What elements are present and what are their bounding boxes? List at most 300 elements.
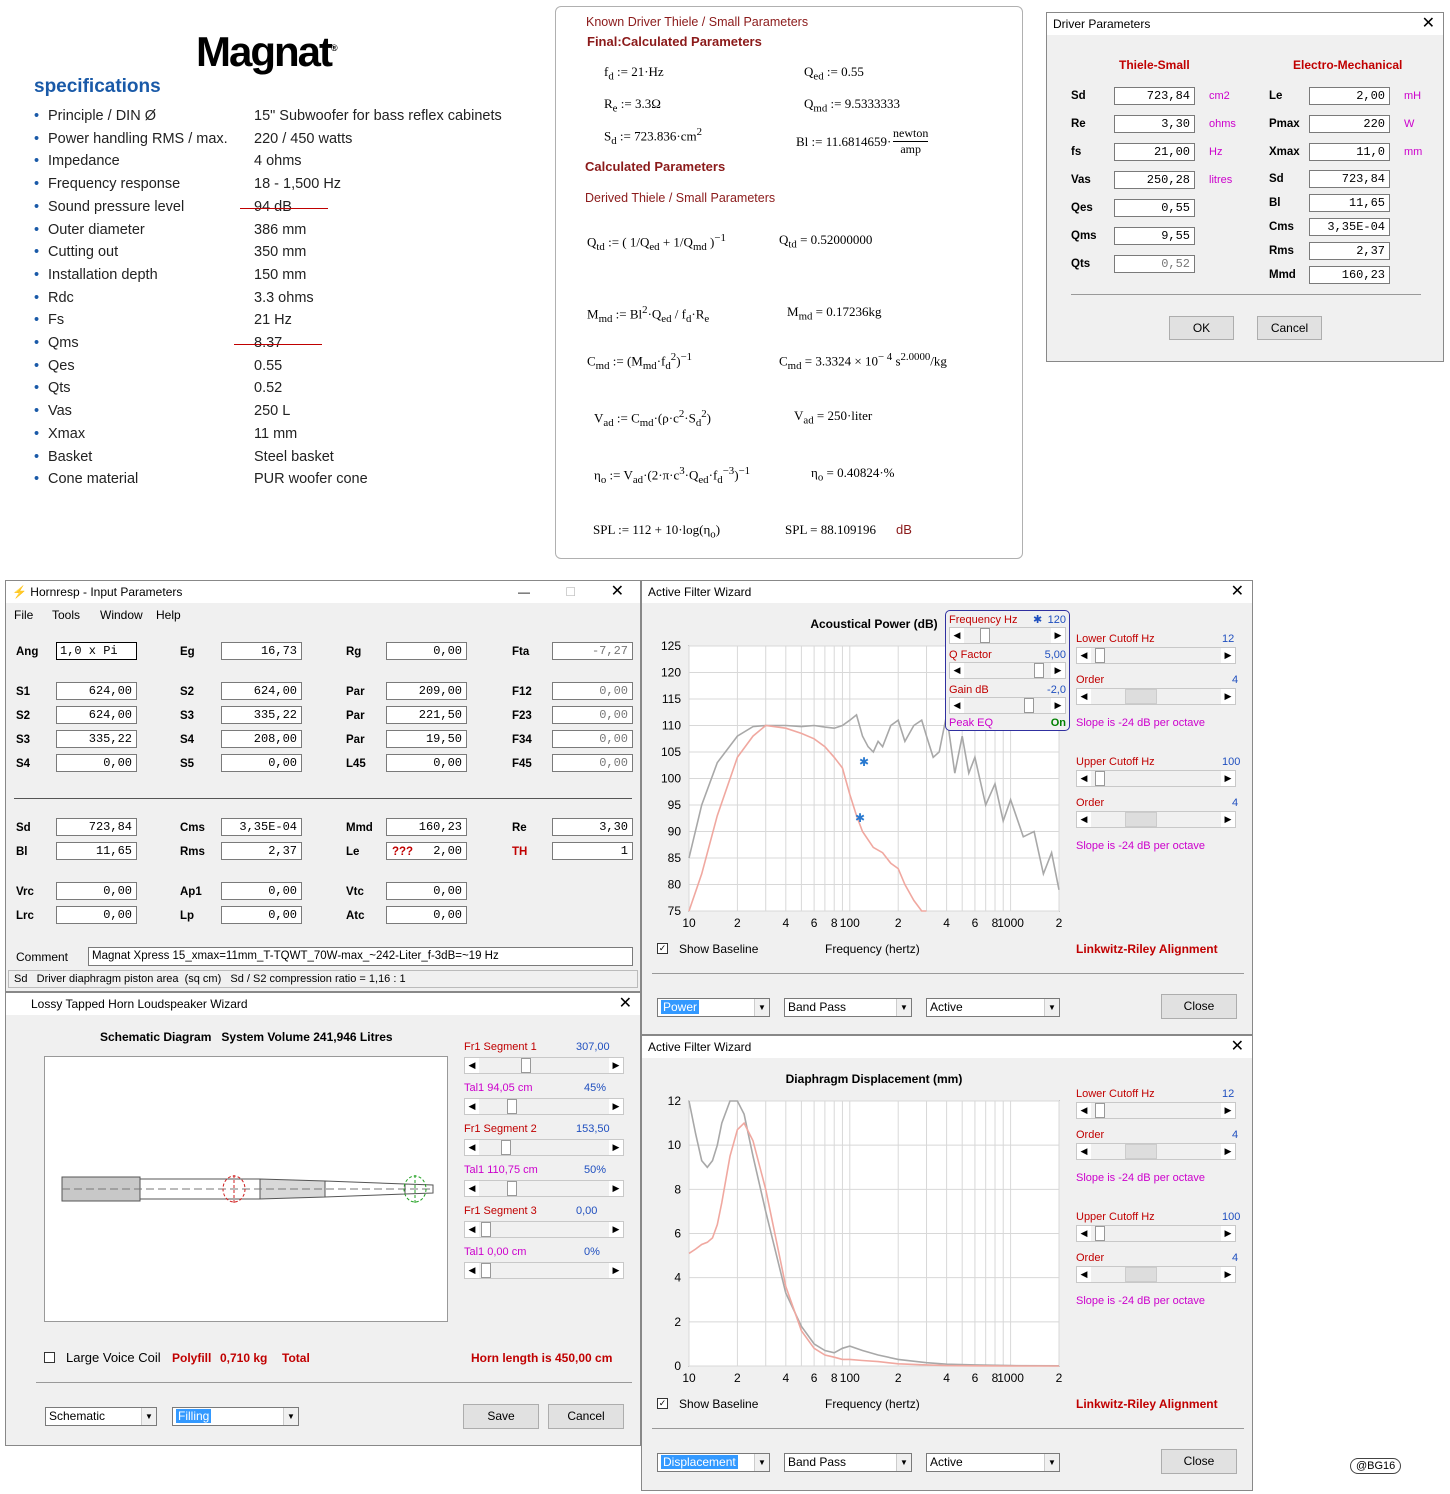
spec-row — [34, 471, 368, 488]
schematic-heading: Schematic Diagram System Volume 241,946 Litres — [100, 1030, 393, 1044]
arrow-left-icon[interactable]: ◀ — [1077, 771, 1091, 786]
param-field[interactable]: 723,84 — [1114, 87, 1195, 105]
arrow-right-icon[interactable]: ▶ — [1221, 1144, 1235, 1159]
slider-thumb[interactable] — [481, 1222, 491, 1237]
slider-thumb[interactable] — [1095, 1226, 1105, 1241]
cutoff-label: Upper Cutoff Hz — [1076, 1211, 1155, 1223]
x-tick-label: 4 — [782, 1371, 790, 1385]
input-label: Re — [512, 822, 527, 834]
param-label: Re — [1071, 118, 1086, 130]
x-tick-label: 6 — [971, 1371, 979, 1385]
eq-star-icon: ✱ — [1033, 614, 1043, 626]
input-field[interactable]: 723,84 — [56, 818, 137, 836]
menu-bar — [6, 605, 640, 625]
response-select[interactable]: Displacement ▼ — [657, 1453, 770, 1472]
input-field[interactable]: 624,00 — [221, 682, 302, 700]
bullet-icon: • — [34, 335, 40, 351]
spec-value: 350 mm — [254, 244, 307, 261]
displacement-chart — [642, 1061, 1072, 1401]
arrow-right-icon[interactable]: ▶ — [1221, 1267, 1235, 1282]
input-field[interactable]: -7,27 — [552, 642, 633, 660]
math-cmd-formula: $C_{md}$ := $(M_{md}\cdot f_d^2)^{-1}$ — [587, 351, 693, 372]
spec-value: 250 L — [254, 403, 291, 420]
bullet-icon: • — [34, 108, 40, 124]
slider-thumb[interactable] — [1095, 771, 1105, 786]
cutoff-label: Order — [1076, 1252, 1105, 1264]
slider-value: 0,00 — [576, 1205, 598, 1217]
cutoff-label: Order — [1076, 674, 1105, 686]
input-label: S1 — [16, 686, 31, 698]
slider-label: Tal1 0,00 cm — [464, 1246, 527, 1258]
arrow-left-icon[interactable]: ◀ — [465, 1099, 479, 1114]
active-filter-titlebar: Active Filter Wizard ✕ — [642, 581, 1252, 603]
slider-thumb[interactable] — [1125, 1267, 1157, 1282]
chart-title: Acoustical Power (dB) — [810, 617, 938, 631]
signature-badge: @BG16 — [1350, 1458, 1401, 1474]
spec-key: Power handling RMS / max. — [48, 130, 228, 147]
schematic-diagram — [44, 1056, 448, 1322]
arrow-right-icon[interactable]: ▶ — [1221, 648, 1235, 663]
spec-key: Qts — [48, 380, 71, 397]
math-vad: $V_{ad}$ = 250·liter — [794, 408, 873, 427]
arrow-left-icon[interactable]: ◀ — [1077, 1267, 1091, 1282]
param-label: Bl — [1269, 197, 1281, 209]
arrow-right-icon[interactable]: ▶ — [609, 1263, 623, 1278]
spec-row — [34, 312, 292, 329]
spec-row — [34, 221, 307, 238]
slider-thumb[interactable] — [507, 1181, 517, 1196]
cutoff-slider[interactable] — [1076, 770, 1236, 787]
parameter-slider[interactable] — [464, 1057, 624, 1074]
close-icon[interactable]: ✕ — [1230, 583, 1244, 600]
math-fd: $f_d$ := 21·Hz — [604, 64, 664, 83]
thiele-small-heading: Thiele-Small — [1119, 58, 1190, 72]
peak-eq-panel: Frequency Hz ✱ 120 ◀ ▶ Q Factor 5,00 ◀ ▶ Gain dB -2,0 ◀ ▶ Peak EQ On — [945, 610, 1070, 731]
filling-select[interactable]: Filling ▼ — [172, 1407, 299, 1426]
parameter-slider[interactable] — [464, 1180, 624, 1197]
x-tick-label: 2 — [1055, 1371, 1063, 1385]
spec-value: 3.3 ohms — [254, 289, 314, 306]
driver-parameters-titlebar: Driver Parameters ✕ — [1047, 13, 1443, 35]
show-baseline-label: Show Baseline — [679, 1397, 759, 1411]
filter-type-select[interactable]: Band Pass ▼ — [784, 1453, 912, 1472]
input-field[interactable]: 1 — [552, 842, 633, 860]
eq-marker-icon: ✱ — [859, 755, 870, 769]
spec-value: 94 dB — [254, 198, 292, 215]
param-field[interactable]: 11,0 — [1309, 143, 1390, 161]
param-label: Qms — [1071, 230, 1097, 242]
slider-thumb[interactable] — [521, 1058, 531, 1073]
param-field[interactable]: 9,55 — [1114, 227, 1195, 245]
maximize-icon[interactable]: ☐ — [565, 585, 576, 599]
cutoff-value: 4 — [1232, 674, 1239, 686]
large-voice-coil-checkbox[interactable] — [44, 1352, 55, 1363]
close-icon[interactable]: ✕ — [1421, 15, 1435, 32]
filter-mode-select[interactable]: Active ▼ — [926, 998, 1060, 1017]
slider-thumb[interactable] — [1095, 648, 1105, 663]
spec-row — [34, 153, 302, 170]
param-field[interactable]: 0,52 — [1114, 255, 1195, 273]
arrow-left-icon[interactable]: ◀ — [465, 1058, 479, 1073]
slider-thumb[interactable] — [1095, 1103, 1105, 1118]
y-tick-label: 4 — [674, 1270, 681, 1285]
bullet-icon: • — [34, 289, 40, 306]
eq-frequency-value: 120 — [1047, 614, 1066, 626]
arrow-right-icon[interactable]: ▶ — [1221, 771, 1235, 786]
spec-value: 0.55 — [254, 357, 283, 374]
large-voice-coil-label: Large Voice Coil — [66, 1350, 161, 1365]
x-tick-label: 8 — [830, 916, 838, 930]
arrow-left-icon[interactable]: ◀ — [1077, 1226, 1091, 1241]
x-tick-label: 6 — [810, 1371, 818, 1385]
spec-key: Frequency response — [48, 176, 181, 193]
spec-row — [34, 198, 292, 215]
menu-item-help[interactable]: Help — [156, 608, 181, 622]
show-baseline-checkbox[interactable]: ✓ — [658, 943, 667, 953]
input-label: Le — [346, 846, 360, 858]
input-label: F45 — [512, 758, 532, 770]
slider-thumb[interactable] — [1125, 689, 1157, 704]
close-button[interactable]: Close — [1161, 994, 1237, 1019]
spec-row — [34, 266, 307, 283]
arrow-left-icon[interactable]: ◀ — [1077, 648, 1091, 663]
param-field[interactable]: 21,00 — [1114, 143, 1195, 161]
show-baseline-checkbox[interactable]: ✓ — [658, 1398, 667, 1408]
filter-mode-select[interactable]: Active ▼ — [926, 1453, 1060, 1472]
y-tick-label: 110 — [661, 718, 681, 733]
param-unit: W — [1404, 118, 1415, 130]
y-tick-label: 8 — [674, 1182, 681, 1197]
cutoff-value: 100 — [1222, 1211, 1241, 1223]
arrow-left-icon[interactable]: ◀ — [465, 1140, 479, 1155]
close-icon[interactable]: ✕ — [618, 995, 632, 1012]
parameter-slider[interactable] — [464, 1139, 624, 1156]
x-tick-label: 6 — [971, 916, 979, 930]
spec-key: Installation depth — [48, 266, 158, 283]
param-field[interactable]: 723,84 — [1309, 170, 1390, 188]
peak-eq-label: Peak EQ — [949, 717, 994, 729]
horn-length: Horn length is 450,00 cm — [471, 1351, 613, 1365]
cutoff-slider[interactable] — [1076, 1266, 1236, 1283]
hornresp-input-window — [5, 580, 641, 992]
math-qmd: $Q_{md}$ := 9.5333333 — [804, 96, 900, 115]
comment-input[interactable]: Magnat Xpress 15_xmax=11mm_T-TQWT_70W-max_~242-Liter_f-3dB=~19 Hz — [88, 947, 633, 966]
slider-thumb[interactable] — [507, 1099, 517, 1114]
divider — [652, 973, 1244, 974]
param-label: Cms — [1269, 221, 1294, 233]
input-label: Fta — [512, 646, 530, 658]
slider-thumb[interactable] — [1125, 1144, 1157, 1159]
close-icon[interactable]: ✕ — [610, 583, 624, 600]
arrow-right-icon[interactable]: ▶ — [609, 1099, 623, 1114]
show-baseline-label: Show Baseline — [679, 942, 759, 956]
input-field[interactable]: 0,00 — [552, 754, 633, 772]
param-field[interactable]: 11,65 — [1309, 194, 1390, 212]
spec-row — [34, 108, 502, 124]
spec-value: Steel basket — [254, 448, 334, 465]
input-field[interactable]: 0,00 — [221, 906, 302, 924]
x-tick-label: 8 — [991, 1371, 999, 1385]
param-field[interactable]: 2,37 — [1309, 242, 1390, 260]
input-field[interactable]: 0,00 — [386, 882, 467, 900]
bullet-icon: • — [34, 448, 40, 465]
arrow-right-icon[interactable]: ▶ — [609, 1181, 623, 1196]
param-label: Qes — [1071, 202, 1093, 214]
param-label: Rms — [1269, 245, 1294, 257]
alignment-label: Linkwitz-Riley Alignment — [1076, 1397, 1218, 1411]
slope-label: Slope is -24 dB per octave — [1076, 1295, 1206, 1307]
spec-row — [34, 289, 314, 306]
math-heading-final: Final:Calculated Parameters — [587, 34, 762, 49]
electro-mechanical-heading: Electro-Mechanical — [1293, 58, 1403, 72]
filter-type-select[interactable]: Band Pass ▼ — [784, 998, 912, 1017]
spec-row — [34, 425, 298, 442]
arrow-left-icon[interactable]: ◀ — [1077, 812, 1091, 827]
input-label: Atc — [346, 910, 365, 922]
input-label: S2 — [16, 710, 31, 722]
spec-value: 18 - 1,500 Hz — [254, 176, 342, 193]
param-unit: ohms — [1209, 118, 1236, 130]
slope-label: Slope is -24 dB per octave — [1076, 1172, 1206, 1184]
cutoff-slider[interactable] — [1076, 688, 1236, 705]
slider-thumb[interactable] — [1125, 812, 1157, 827]
y-tick-label: 2 — [674, 1314, 681, 1329]
param-unit: cm2 — [1209, 90, 1230, 102]
menu-item-file[interactable]: File — [14, 608, 34, 622]
math-cmd: $C_{md} = 3.3324 \times 10^{- 4}$ $s^{2.0000}/kg$ — [779, 351, 947, 372]
input-label: Vrc — [16, 886, 34, 898]
cutoff-value: 4 — [1232, 1252, 1239, 1264]
math-heading-derived: Derived Thiele / Small Parameters — [585, 191, 776, 205]
cancel-button[interactable]: Cancel — [1257, 316, 1322, 340]
y-tick-label: 90 — [667, 824, 681, 839]
spec-value: 11 mm — [254, 425, 298, 442]
cutoff-slider[interactable] — [1076, 1102, 1236, 1119]
input-field[interactable]: 3,30 — [552, 818, 633, 836]
input-label: Lp — [180, 910, 195, 922]
x-axis-label: Frequency (hertz) — [825, 942, 920, 956]
polyfill-total: Total — [282, 1351, 310, 1365]
input-field[interactable]: 0,00 — [56, 882, 137, 900]
response-select[interactable]: Power ▼ — [657, 998, 770, 1017]
menu-item-tools[interactable]: Tools — [52, 608, 81, 622]
spec-row — [34, 244, 307, 261]
spec-row — [34, 448, 334, 465]
divider — [36, 1382, 632, 1383]
input-field[interactable]: 0,00 — [552, 730, 633, 748]
input-field[interactable]: 2,00 — [386, 842, 467, 860]
cutoff-slider[interactable] — [1076, 1143, 1236, 1160]
cutoff-value: 12 — [1222, 633, 1235, 645]
param-field[interactable]: 160,23 — [1309, 266, 1390, 284]
input-field[interactable]: 3,35E-04 — [221, 818, 302, 836]
spec-value: 220 / 450 watts — [254, 130, 353, 147]
input-field[interactable]: 208,00 — [221, 730, 302, 748]
input-label: S3 — [180, 710, 195, 722]
input-label: Lrc — [16, 910, 34, 922]
input-field[interactable]: 0,00 — [386, 642, 467, 660]
spec-key: Principle / DIN Ø — [48, 108, 156, 124]
save-button[interactable]: Save — [463, 1404, 539, 1429]
arrow-left-icon[interactable]: ◀ — [1077, 1144, 1091, 1159]
eq-marker-icon: ✱ — [855, 811, 866, 825]
peak-eq-toggle[interactable]: On — [1050, 717, 1066, 729]
input-field[interactable]: 0,00 — [552, 682, 633, 700]
slider-thumb[interactable] — [501, 1140, 511, 1155]
spec-key: Cone material — [48, 471, 139, 488]
arrow-left-icon[interactable]: ◀ — [465, 1263, 479, 1278]
input-field[interactable]: 1,0 x Pi — [56, 642, 137, 660]
slider-label: Fr1 Segment 3 — [464, 1205, 537, 1217]
bullet-icon: • — [34, 425, 40, 442]
math-mmd-formula: $M_{md}$ := $Bl^2\cdot Q_{ed} / f_d\cdot R_e$ — [587, 304, 710, 325]
param-field[interactable]: 3,35E-04 — [1309, 218, 1390, 236]
slider-value: 50% — [584, 1164, 607, 1176]
arrow-right-icon[interactable]: ▶ — [1221, 1226, 1235, 1241]
param-label: Xmax — [1269, 146, 1300, 158]
cutoff-slider[interactable] — [1076, 647, 1236, 664]
active-filter-wizard-displacement — [641, 1035, 1253, 1491]
cutoff-slider[interactable] — [1076, 811, 1236, 828]
arrow-left-icon[interactable]: ◀ — [465, 1181, 479, 1196]
spec-value: 0.52 — [254, 380, 283, 397]
spec-value: 386 mm — [254, 221, 307, 238]
slider-value: 307,00 — [576, 1041, 610, 1053]
cutoff-value: 100 — [1222, 756, 1241, 768]
cutoff-slider[interactable] — [1076, 1225, 1236, 1242]
x-tick-label: 4 — [782, 916, 790, 930]
input-field[interactable]: 335,22 — [221, 706, 302, 724]
divider — [652, 1428, 1244, 1429]
view-select[interactable]: Schematic ▼ — [45, 1407, 157, 1426]
arrow-right-icon[interactable]: ▶ — [609, 1222, 623, 1237]
cancel-button[interactable]: Cancel — [548, 1404, 624, 1429]
x-tick-label: 4 — [943, 916, 950, 930]
polyfill-mass: 0,710 kg — [220, 1351, 268, 1365]
input-label: Vtc — [346, 886, 364, 898]
input-field[interactable]: 16,73 — [221, 642, 302, 660]
bullet-icon: • — [34, 312, 40, 329]
parameter-slider[interactable] — [464, 1098, 624, 1115]
cutoff-label: Order — [1076, 797, 1105, 809]
arrow-right-icon[interactable]: ▶ — [609, 1140, 623, 1155]
input-field[interactable]: 160,23 — [386, 818, 467, 836]
input-field[interactable]: 0,00 — [386, 754, 467, 772]
arrow-right-icon[interactable]: ▶ — [1221, 1103, 1235, 1118]
input-label: F23 — [512, 710, 532, 722]
param-field[interactable]: 3,30 — [1114, 115, 1195, 133]
parameter-slider[interactable] — [464, 1262, 624, 1279]
x-tick-label: 100 — [839, 1371, 860, 1385]
input-field[interactable]: 0,00 — [221, 754, 302, 772]
spec-row — [34, 403, 291, 420]
input-field[interactable]: 19,50 — [386, 730, 467, 748]
input-field[interactable]: 0,00 — [552, 706, 633, 724]
math-eta-formula: $\eta_o$ := $V_{ad}\cdot(2\cdot\pi\cdot c^3\cdot Q_{ed}\cdot f_d^{-3})^{-1}$ — [594, 465, 751, 486]
ok-button[interactable]: OK — [1169, 316, 1234, 340]
param-field[interactable]: 2,00 — [1309, 87, 1390, 105]
arrow-right-icon[interactable]: ▶ — [609, 1058, 623, 1073]
input-label: S2 — [180, 686, 195, 698]
arrow-left-icon[interactable]: ◀ — [465, 1222, 479, 1237]
minimize-icon[interactable]: — — [518, 585, 530, 599]
cutoff-label: Order — [1076, 1129, 1105, 1141]
x-tick-label: 8 — [991, 916, 999, 930]
comment-label: Comment — [16, 950, 69, 964]
cutoff-label: Upper Cutoff Hz — [1076, 756, 1155, 768]
x-tick-label: 100 — [839, 916, 860, 930]
input-label: Par — [346, 734, 365, 746]
input-field[interactable]: 0,00 — [386, 906, 467, 924]
polyfill-label: Polyfill — [172, 1351, 212, 1365]
arrow-left-icon[interactable]: ◀ — [1077, 689, 1091, 704]
input-field[interactable]: 624,00 — [56, 706, 137, 724]
param-field[interactable]: 250,28 — [1114, 171, 1195, 189]
math-spl: SPL = 88.109196 — [785, 522, 876, 537]
input-label: Rms — [180, 846, 205, 858]
param-field[interactable]: 0,55 — [1114, 199, 1195, 217]
menu-item-window[interactable]: Window — [100, 608, 143, 622]
arrow-left-icon[interactable]: ◀ — [1077, 1103, 1091, 1118]
hornresp-titlebar: ⚡ Hornresp - Input Parameters — ☐ ✕ — [6, 581, 640, 603]
input-field[interactable]: 624,00 — [56, 682, 137, 700]
input-field[interactable]: 221,50 — [386, 706, 467, 724]
input-field[interactable]: 11,65 — [56, 842, 137, 860]
spec-key: Sound pressure level — [48, 198, 185, 215]
param-label: Le — [1269, 90, 1283, 102]
slope-label: Slope is -24 dB per octave — [1076, 840, 1206, 852]
slider-label: Tal1 110,75 cm — [464, 1164, 538, 1176]
param-label: Sd — [1071, 90, 1086, 102]
input-field[interactable]: 0,00 — [221, 882, 302, 900]
input-field[interactable]: 0,00 — [56, 906, 137, 924]
bullet-icon: • — [34, 244, 40, 261]
input-field[interactable]: 0,00 — [56, 754, 137, 772]
bullet-icon: • — [34, 153, 40, 170]
cutoff-label: Lower Cutoff Hz — [1076, 1088, 1155, 1100]
arrow-right-icon[interactable]: ▶ — [1221, 689, 1235, 704]
strike-mark — [234, 344, 322, 345]
y-tick-label: 105 — [660, 745, 681, 759]
driver-parameters-dialog — [1046, 12, 1444, 362]
slider-thumb[interactable] — [481, 1263, 491, 1278]
close-icon[interactable]: ✕ — [1230, 1038, 1244, 1055]
input-label: Eg — [180, 646, 195, 658]
param-field[interactable]: 220 — [1309, 115, 1390, 133]
le-warning: ??? — [392, 846, 414, 858]
input-field[interactable]: 209,00 — [386, 682, 467, 700]
y-tick-label: 6 — [674, 1226, 681, 1241]
input-field[interactable]: 335,22 — [56, 730, 137, 748]
strike-mark — [240, 208, 328, 209]
parameter-slider[interactable] — [464, 1221, 624, 1238]
x-tick-label: 2 — [894, 1371, 902, 1385]
input-label: F12 — [512, 686, 532, 698]
bullet-icon: • — [34, 198, 40, 215]
math-heading-known: Known Driver Thiele / Small Parameters — [586, 15, 809, 29]
y-tick-label: 115 — [661, 692, 681, 706]
input-label: Rg — [346, 646, 362, 658]
math-mmd: $M_{md} = 0.17236kg$ — [787, 304, 882, 323]
close-button[interactable]: Close — [1161, 1449, 1237, 1474]
input-field[interactable]: 2,37 — [221, 842, 302, 860]
arrow-right-icon[interactable]: ▶ — [1221, 812, 1235, 827]
x-tick-label: 8 — [830, 1371, 838, 1385]
spec-title: specifications — [34, 76, 161, 97]
spec-value: 8.37 — [254, 335, 283, 351]
math-heading-calc: Calculated Parameters — [585, 159, 726, 174]
input-label: Mmd — [346, 822, 373, 834]
